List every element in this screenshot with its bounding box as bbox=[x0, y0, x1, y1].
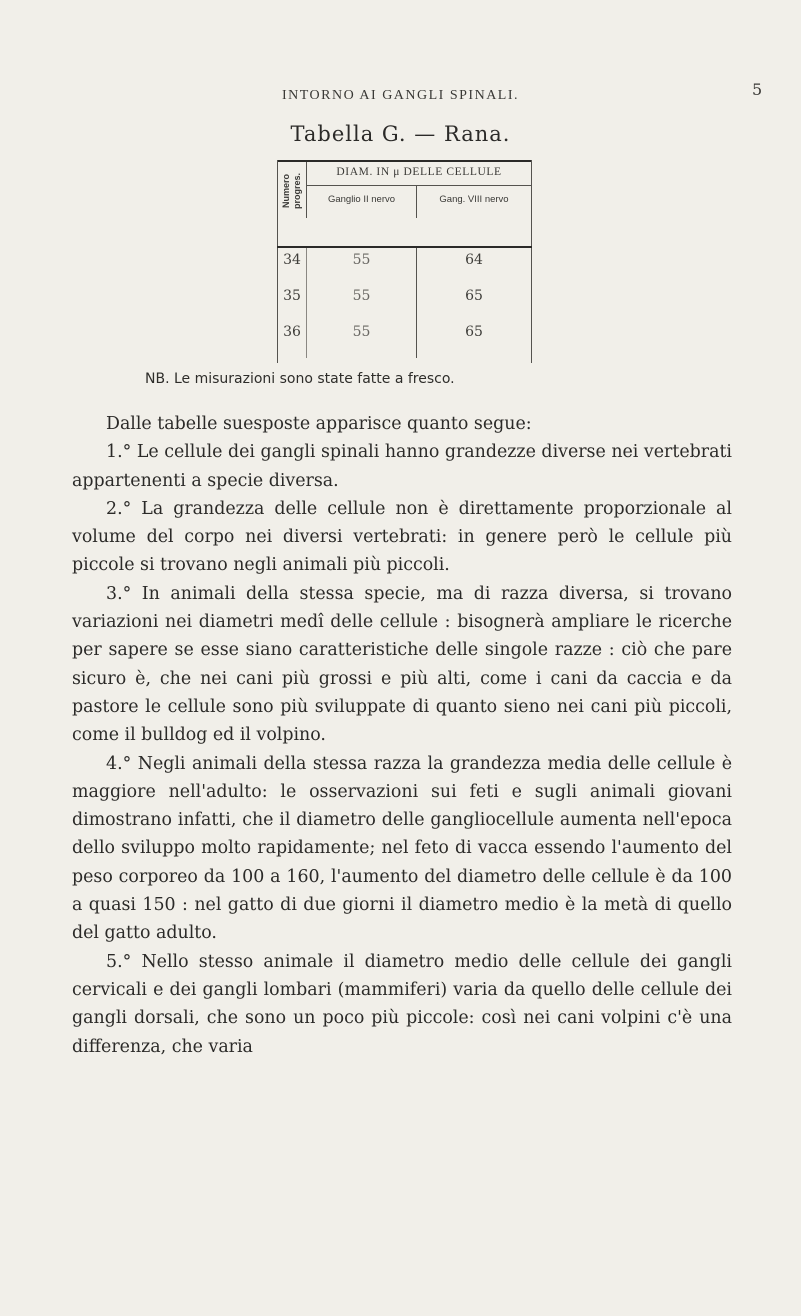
paragraph-point-5: 5.° Nello stesso animale il diametro medio delle cellule dei gangli cervicali e dei gangli lombari (mammiferi) varia da quello delle cellule dei gangli dorsali, che sono un poco più piccole: così nei cani volpini c'è una differenza, che varia bbox=[72, 951, 732, 1057]
table-rule-header-bottom bbox=[277, 246, 532, 248]
measurement-table bbox=[263, 160, 535, 363]
paragraph-point-1: 1.° Le cellule dei gangli spinali hanno grandezze diverse nei vertebrati appartenenti a specie diversa. bbox=[72, 442, 732, 491]
paragraph-intro: Dalle tabelle suesposte apparisce quanto segue: bbox=[106, 414, 532, 434]
table-caption: Tabella G. — Rana. bbox=[290, 122, 511, 146]
cell-ganglio-ii: 55 bbox=[352, 324, 371, 340]
page-number: 5 bbox=[752, 80, 763, 99]
paragraph-point-3: 3.° In animali della stessa specie, ma di razza diversa, si trovano variazioni nei diametri medî delle cellule : bisognerà ampliare le ricerche per sapere se esse siano caratteristiche delle singole razze : ciò che pare sicuro è, che nei cani più grossi e più alti, come i cani da caccia e da pastore le cellule sono più sviluppate di quanto sieno nei cani più piccoli, come il bulldog ed il volpino. bbox=[72, 583, 732, 746]
cell-ganglio-viii: 65 bbox=[465, 324, 483, 340]
table-row bbox=[277, 288, 532, 318]
table-row bbox=[277, 252, 532, 282]
table-rule-subheader bbox=[306, 185, 531, 186]
paragraph-point-2: 2.° La grandezza delle cellule non è direttamente proporzionale al volume del corpo nei diversi vertebrati: in genere però le cellule più piccole si trovano negli animali più piccoli. bbox=[72, 498, 732, 576]
column-group-header: DIAM. IN μ DELLE CELLULE bbox=[336, 166, 502, 178]
column-header-ganglio-viii: Gang. VIII nervo bbox=[439, 194, 509, 205]
column-header-number bbox=[277, 164, 307, 218]
paragraph-point-4: 4.° Negli animali della stessa razza la grandezza media delle cellule è maggiore nell'adulto: le osservazioni sui feti e sugli animali giovani dimostrano infatti, che il diametro delle gangliocellule aumenta nell'epoca dello sviluppo molto rapidamente; nel feto di vacca essendo l'aumento del peso corporeo da 100 a 160, l'aumento del diametro delle cellule è da 100 a quasi 150 : nel gatto di due giorni il diametro medio è la metà di quello del gatto adulto. bbox=[72, 753, 732, 944]
running-title: INTORNO AI GANGLI SPINALI. bbox=[281, 88, 520, 103]
cell-ganglio-ii: 55 bbox=[352, 288, 371, 304]
cell-number: 36 bbox=[283, 324, 301, 340]
cell-ganglio-viii: 65 bbox=[465, 288, 483, 304]
table-rule-top bbox=[277, 160, 532, 162]
cell-number: 34 bbox=[283, 252, 301, 268]
table-note: NB. Le misurazioni sono state fatte a fresco. bbox=[145, 371, 455, 387]
cell-number: 35 bbox=[283, 288, 301, 304]
cell-ganglio-ii: 55 bbox=[352, 252, 371, 268]
table-row bbox=[277, 324, 532, 354]
cell-ganglio-viii: 64 bbox=[465, 252, 483, 268]
column-header-ganglio-ii: Ganglio II nervo bbox=[327, 194, 396, 205]
column-header-number-label: Numero progres. bbox=[281, 173, 302, 210]
body-text bbox=[72, 410, 732, 1061]
